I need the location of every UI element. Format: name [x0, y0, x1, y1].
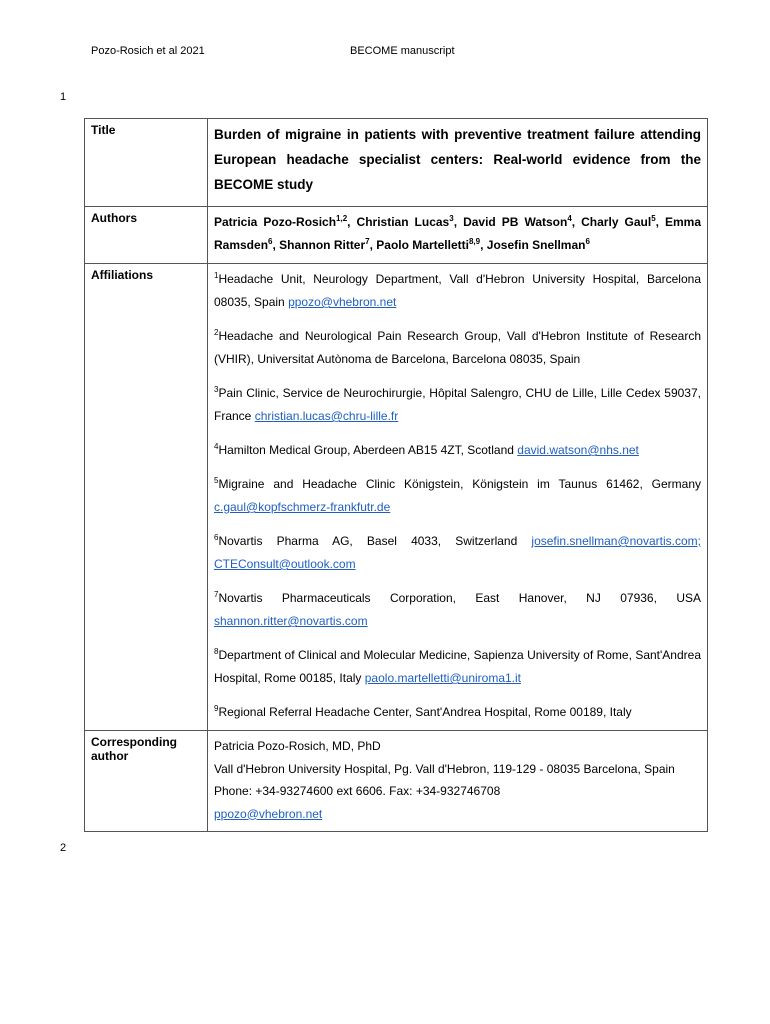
corresponding-label: Corresponding author [85, 731, 208, 832]
line-number: 2 [60, 842, 67, 854]
affiliation-text: Pain Clinic, Service de Neurochirurgie, Hôpital Salengro, CHU de Lille, Lille Cedex 59037, France [214, 386, 701, 423]
author-name: David PB Watson [463, 215, 568, 229]
corresponding-row [85, 731, 708, 832]
affiliation-list [214, 268, 701, 724]
corresponding-name: Patricia Pozo-Rosich, MD, PhD [214, 739, 381, 753]
affiliation-number: 3 [214, 385, 219, 394]
affiliation-number: 5 [214, 476, 219, 485]
affiliation-entry [214, 325, 701, 371]
author-separator: , [655, 215, 665, 229]
email-link[interactable]: david.watson@nhs.net [517, 443, 639, 457]
email-link[interactable]: christian.lucas@chru-lille.fr [254, 409, 399, 423]
manuscript-info-table [84, 118, 708, 832]
affiliation-entry [214, 701, 701, 724]
title-label: Title [85, 119, 208, 207]
affiliation-text: Regional Referral Headache Center, Sant'Andrea Hospital, Rome 00189, Italy [218, 705, 632, 719]
affiliation-text: Headache Unit, Neurology Department, Vall d'Hebron University Hospital, Barcelona 08035, Spain [214, 272, 701, 309]
running-header-title: BECOME manuscript [350, 45, 455, 57]
affiliation-text: Department of Clinical and Molecular Medicine, Sapienza University of Rome, Sant'Andrea Hospital, Rome 00185, Italy [214, 648, 701, 685]
author-name: Emma Ramsden [214, 215, 702, 252]
author-name: Charly Gaul [581, 215, 652, 229]
author-name: Josefin Snellman [486, 238, 586, 252]
author-affiliation-marker: 8,9 [468, 237, 481, 246]
affiliation-entry [214, 268, 701, 314]
email-link[interactable]: ppozo@vhebron.net [288, 295, 397, 309]
authors-row [85, 207, 708, 264]
author-affiliation-marker: 6 [268, 237, 273, 246]
affiliation-number: 6 [214, 533, 219, 542]
affiliation-text: Migraine and Headache Clinic Königstein, Königstein im Taunus 61462, Germany [218, 477, 701, 491]
affiliation-entry [214, 587, 701, 633]
affiliation-entry [214, 530, 701, 576]
affiliation-text: Hamilton Medical Group, Aberdeen AB15 4ZT, Scotland [218, 443, 518, 457]
author-name: Christian Lucas [356, 215, 450, 229]
author-separator: , [571, 215, 582, 229]
author-affiliation-marker: 4 [567, 214, 572, 223]
affiliation-number: 8 [214, 647, 219, 656]
affiliations-label: Affiliations [85, 264, 208, 731]
corresponding-address: Vall d'Hebron University Hospital, Pg. Vall d'Hebron, 119-129 - 08035 Barcelona, Spain [214, 761, 675, 776]
affiliation-number: 7 [214, 590, 219, 599]
authors-label: Authors [85, 207, 208, 264]
affiliation-text: Novartis Pharma AG, Basel 4033, Switzerland [218, 534, 532, 548]
author-separator: , [347, 215, 357, 229]
affiliation-entry [214, 473, 701, 519]
email-link[interactable]: paolo.martelletti@uniroma1.it [364, 671, 522, 685]
line-number: 1 [60, 91, 67, 103]
affiliation-number: 1 [214, 271, 219, 280]
title-row [85, 119, 708, 207]
author-name: Paolo Martelletti [376, 238, 469, 252]
manuscript-title: Burden of migraine in patients with preventive treatment failure attending European headache specialist centers: Real-world evidence from the BECOME study [214, 127, 701, 192]
email-link[interactable]: CTEConsult@outlook.com [214, 557, 356, 571]
affiliation-text: Novartis Pharmaceuticals Corporation, East Hanover, NJ 07936, USA [218, 591, 701, 605]
author-affiliation-marker: 1,2 [336, 214, 348, 223]
email-link[interactable]: shannon.ritter@novartis.com [214, 614, 368, 628]
affiliation-entry [214, 439, 701, 462]
author-affiliation-marker: 6 [585, 237, 590, 246]
affiliation-number: 4 [214, 442, 219, 451]
author-name: Shannon Ritter [279, 238, 366, 252]
affiliation-number: 9 [214, 704, 219, 713]
email-link[interactable]: josefin.snellman@novartis.com; [531, 534, 701, 548]
corresponding-email-link[interactable]: ppozo@vhebron.net [214, 806, 323, 821]
running-header-authors: Pozo-Rosich et al 2021 [91, 45, 205, 57]
email-link[interactable]: c.gaul@kopfschmerz-frankfutr.de [214, 500, 391, 514]
affiliation-entry [214, 382, 701, 428]
author-name: Patricia Pozo-Rosich [214, 215, 337, 229]
corresponding-phone: Phone: +34-93274600 ext 6606. Fax: +34-932746708 [214, 784, 501, 798]
author-affiliation-marker: 5 [651, 214, 656, 223]
author-affiliation-marker: 7 [365, 237, 370, 246]
author-separator: , [272, 238, 280, 252]
affiliation-entry [214, 644, 701, 690]
affiliations-row [85, 264, 708, 731]
affiliation-text: Headache and Neurological Pain Research Group, Vall d'Hebron Institute of Research (VHIR), Universitat Autònoma de Barcelona, Barcelona 08035, Spain [214, 329, 701, 366]
author-affiliation-marker: 3 [449, 214, 454, 223]
affiliation-number: 2 [214, 328, 219, 337]
author-list [214, 211, 701, 257]
author-separator: , [453, 215, 464, 229]
author-separator: , [480, 238, 487, 252]
author-separator: , [369, 238, 377, 252]
